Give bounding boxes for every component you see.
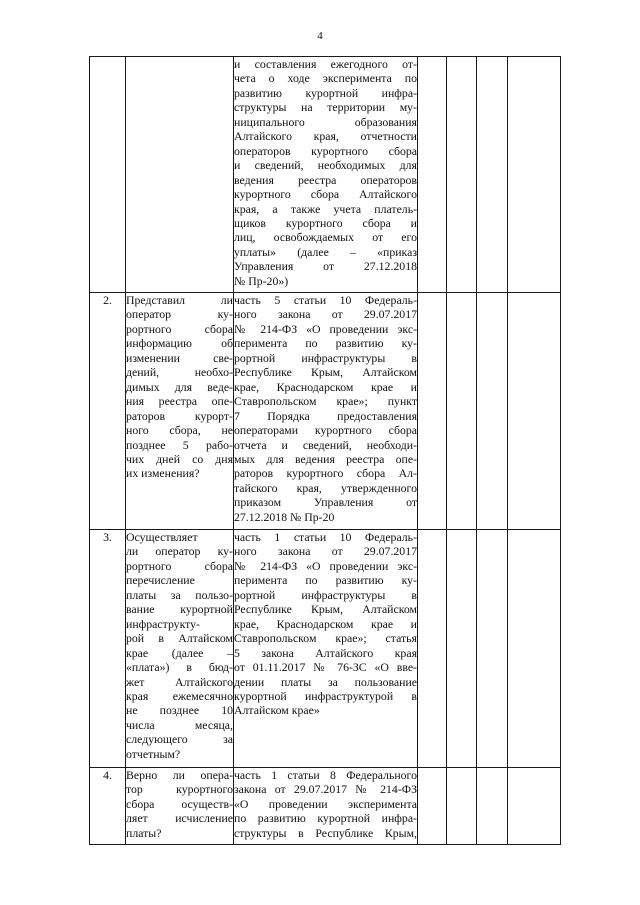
question-line: крае (далее – — [126, 645, 233, 660]
question-line: вание курортной — [126, 602, 233, 617]
legal-basis-cell — [234, 768, 418, 845]
basis-line: Республике Крым, Алтайском — [234, 602, 417, 617]
basis-line: рортной инфраструктуры в — [234, 587, 417, 602]
basis-line: края, а также учета платель- — [234, 201, 417, 216]
blank-cell — [447, 293, 477, 530]
question-line: не позднее 10 — [126, 703, 233, 718]
question-line: ляет исчисление — [126, 811, 233, 826]
question-cell — [126, 768, 234, 845]
basis-line: Ставропольском крае»; статья — [234, 631, 417, 646]
question-line: платы? — [126, 825, 162, 840]
question-line: следующего за — [126, 732, 233, 747]
basis-line: структуры в Республике Крым, — [234, 825, 417, 840]
question-line: ного сбора, не — [126, 423, 233, 438]
row-number: 2. — [90, 293, 126, 530]
basis-line: закона от 29.07.2017 № 214-ФЗ — [234, 782, 417, 797]
question-line: дений, необхо- — [126, 365, 233, 380]
page-number: 4 — [317, 30, 323, 42]
blank-cell — [418, 293, 447, 530]
question-line: ния реестра опе- — [126, 394, 233, 409]
basis-line: от 01.11.2017 № 76-ЗС «О вве- — [234, 660, 417, 675]
question-line: ли оператор ку- — [126, 544, 233, 559]
blank-cell — [447, 57, 477, 293]
question-line: числа месяца, — [126, 717, 233, 732]
basis-line: щиков курортного сбора и — [234, 215, 417, 230]
question-line: Осуществляет — [126, 530, 198, 544]
question-line: перечисление — [126, 573, 195, 588]
row-number: 3. — [90, 530, 126, 768]
basis-line: Алтайском крае» — [234, 703, 320, 718]
question-line: их изменения? — [126, 466, 200, 481]
question-line: изменении све- — [126, 350, 233, 365]
blank-cell — [477, 57, 508, 293]
basis-line: отчета и сведений, необходи- — [234, 437, 417, 452]
blank-cell — [508, 57, 561, 293]
question-line: Представил ли — [126, 293, 233, 307]
basis-line: операторов курортного сбора — [234, 143, 417, 158]
blank-cell — [447, 530, 477, 768]
basis-line: Алтайского края, отчетности — [234, 129, 417, 144]
blank-cell — [418, 57, 447, 293]
question-line: сбора осуществ- — [126, 796, 233, 811]
blank-cell — [418, 530, 447, 768]
basis-line: часть 5 статьи 10 Федераль- — [234, 293, 417, 307]
basis-line: 5 закона Алтайского края — [234, 645, 417, 660]
basis-line: ниципального образования — [234, 114, 417, 129]
question-line: чих дней со дня — [126, 451, 233, 466]
question-line: раторов курорт- — [126, 408, 233, 423]
blank-cell — [477, 293, 508, 530]
basis-line: курортного сбора Алтайского — [234, 187, 417, 202]
basis-line: уплаты» (далее – «приказ — [234, 244, 417, 259]
basis-line: № 214-ФЗ «О проведении экс- — [234, 558, 417, 573]
basis-line: № 214-ФЗ «О проведении экс- — [234, 321, 417, 336]
question-cell — [126, 293, 234, 530]
basis-line: перимента по развитию ку- — [234, 336, 417, 351]
basis-line: дении платы за пользование — [234, 674, 417, 689]
question-line: рортного сбора — [126, 321, 233, 336]
basis-line: ного закона от 29.07.2017 — [234, 307, 417, 322]
table-row — [90, 530, 561, 768]
basis-line: по развитию курортной инфра- — [234, 811, 417, 826]
blank-cell — [418, 768, 447, 845]
question-cell — [126, 530, 234, 768]
question-line: информацию об — [126, 336, 233, 351]
basis-line: 7 Порядка предоставления — [234, 408, 417, 423]
basis-line: ведения реестра операторов — [234, 172, 417, 187]
basis-line: 27.12.2018 № Пр-20 — [234, 509, 335, 524]
question-line: позднее 5 рабо- — [126, 437, 233, 452]
basis-line: Управления от 27.12.2018 — [234, 259, 417, 274]
blank-cell — [508, 530, 561, 768]
basis-line: развитию курортной инфра- — [234, 85, 417, 100]
legal-basis-cell — [234, 293, 418, 530]
blank-cell — [477, 768, 508, 845]
basis-line: рортной инфраструктуры в — [234, 350, 417, 365]
blank-cell — [508, 768, 561, 845]
basis-line: крае, Краснодарском крае и — [234, 616, 417, 631]
basis-line: «О проведении эксперимента — [234, 796, 417, 811]
question-line: «плата») в бюд- — [126, 660, 233, 675]
table-row — [90, 768, 561, 845]
basis-line: и сведений, необходимых для — [234, 158, 417, 173]
question-line: инфраструкту- — [126, 616, 200, 631]
basis-line: часть 1 статьи 10 Федераль- — [234, 530, 417, 544]
basis-line: тайского края, утвержденного — [234, 480, 417, 495]
basis-line: мых для ведения реестра опе- — [234, 451, 417, 466]
question-line: края ежемесячно — [126, 688, 233, 703]
table-row — [90, 57, 561, 293]
blank-cell — [477, 530, 508, 768]
question-line: платы за пользо- — [126, 587, 233, 602]
basis-line: часть 1 статьи 8 Федерального — [234, 768, 417, 782]
basis-line: чета о ходе эксперимента по — [234, 71, 417, 86]
basis-line: Республике Крым, Алтайском — [234, 365, 417, 380]
basis-line: ного закона от 29.07.2017 — [234, 544, 417, 559]
basis-line: перимента по развитию ку- — [234, 573, 417, 588]
row-number — [90, 57, 126, 293]
legal-basis-cell — [234, 57, 418, 293]
basis-line: крае, Краснодарском крае и — [234, 379, 417, 394]
question-line: Верно ли опера- — [126, 768, 233, 782]
question-line: жет Алтайского — [126, 674, 233, 689]
blank-cell — [447, 768, 477, 845]
question-line: тор курортного — [126, 782, 233, 797]
basis-line: операторами курортного сбора — [234, 423, 417, 438]
basis-line: приказом Управления от — [234, 495, 417, 510]
table-row — [90, 293, 561, 530]
checklist-table — [89, 56, 561, 845]
basis-line: раторов курортного сбора Ал- — [234, 466, 417, 481]
question-line: отчетным? — [126, 746, 181, 761]
basis-line: структуры на территории му- — [234, 100, 417, 115]
basis-line: Ставропольском крае»; пункт — [234, 394, 417, 409]
basis-line: № Пр-20») — [234, 273, 289, 288]
row-number: 4. — [90, 768, 126, 845]
legal-basis-cell — [234, 530, 418, 768]
basis-line: и составления ежегодного от- — [234, 57, 417, 71]
basis-line: курортной инфраструктурой в — [234, 688, 417, 703]
question-line: димых для веде- — [126, 379, 233, 394]
question-line: оператор ку- — [126, 307, 233, 322]
question-cell — [126, 57, 234, 293]
basis-line: лиц, освобождаемых от его — [234, 230, 417, 245]
question-line: рой в Алтайском — [126, 631, 233, 646]
question-line: рортного сбора — [126, 558, 233, 573]
blank-cell — [508, 293, 561, 530]
